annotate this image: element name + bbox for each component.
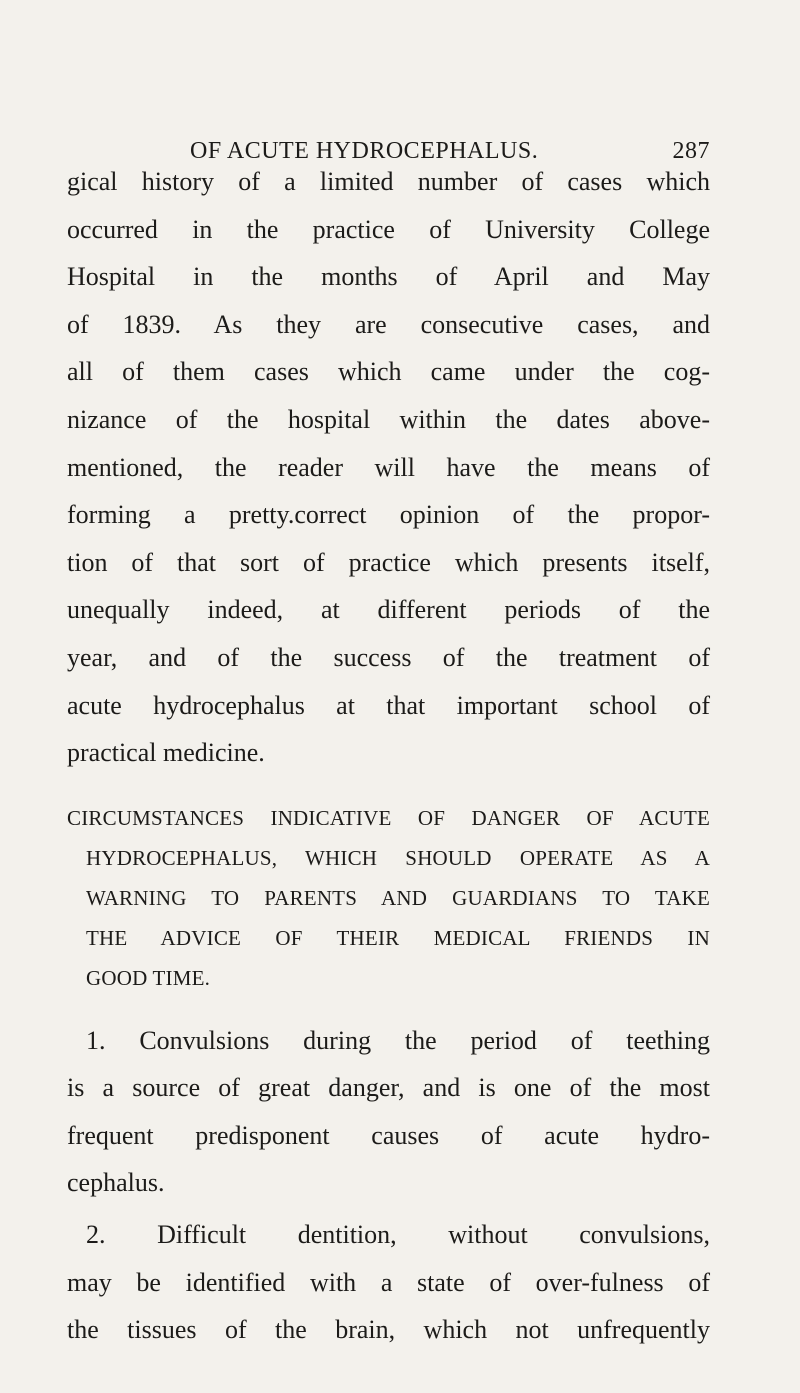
paragraph-line: all of them cases which came under the cog- [67,357,710,386]
paragraph-line: forming a pretty.correct opinion of the propor- [67,500,710,529]
paragraph-line: of 1839. As they are consecutive cases, and [67,310,710,339]
page-number: 287 [672,138,710,164]
numbered-item-line: may be identified with a state of over-fulness of [67,1268,710,1297]
paragraph-line: practical medicine. [67,738,265,767]
numbered-item-line: is a source of great danger, and is one of the most [67,1073,710,1102]
section-heading-line: GOOD TIME. [86,966,211,990]
numbered-item-line: 1. Convulsions during the period of teething [86,1026,710,1055]
paragraph-line: occurred in the practice of University College [67,215,710,244]
section-heading-line: HYDROCEPHALUS, WHICH SHOULD OPERATE AS A [86,846,710,870]
numbered-item-line: cephalus. [67,1168,165,1197]
numbered-item-line: frequent predisponent causes of acute hydro- [67,1121,710,1150]
paragraph-line: Hospital in the months of April and May [67,262,710,291]
paragraph-line: tion of that sort of practice which presents itself, [67,548,710,577]
paragraph-line: nizance of the hospital within the dates above- [67,405,710,434]
section-heading-line: CIRCUMSTANCES INDICATIVE OF DANGER OF ACUTE [67,806,710,830]
paragraph-line: mentioned, the reader will have the means of [67,453,710,482]
section-heading-line: WARNING TO PARENTS AND GUARDIANS TO TAKE [86,886,710,910]
paragraph-line: unequally indeed, at different periods of the [67,595,710,624]
section-heading-line: THE ADVICE OF THEIR MEDICAL FRIENDS IN [86,926,710,950]
paragraph-line: year, and of the success of the treatment of [67,643,710,672]
paragraph-line: acute hydrocephalus at that important school of [67,691,710,720]
running-head-title: OF ACUTE HYDROCEPHALUS. [190,138,539,164]
numbered-item-line: 2. Difficult dentition, without convulsions, [86,1220,710,1249]
paragraph-line: gical history of a limited number of cases which [67,167,710,196]
numbered-item-line: the tissues of the brain, which not unfrequently [67,1315,710,1344]
